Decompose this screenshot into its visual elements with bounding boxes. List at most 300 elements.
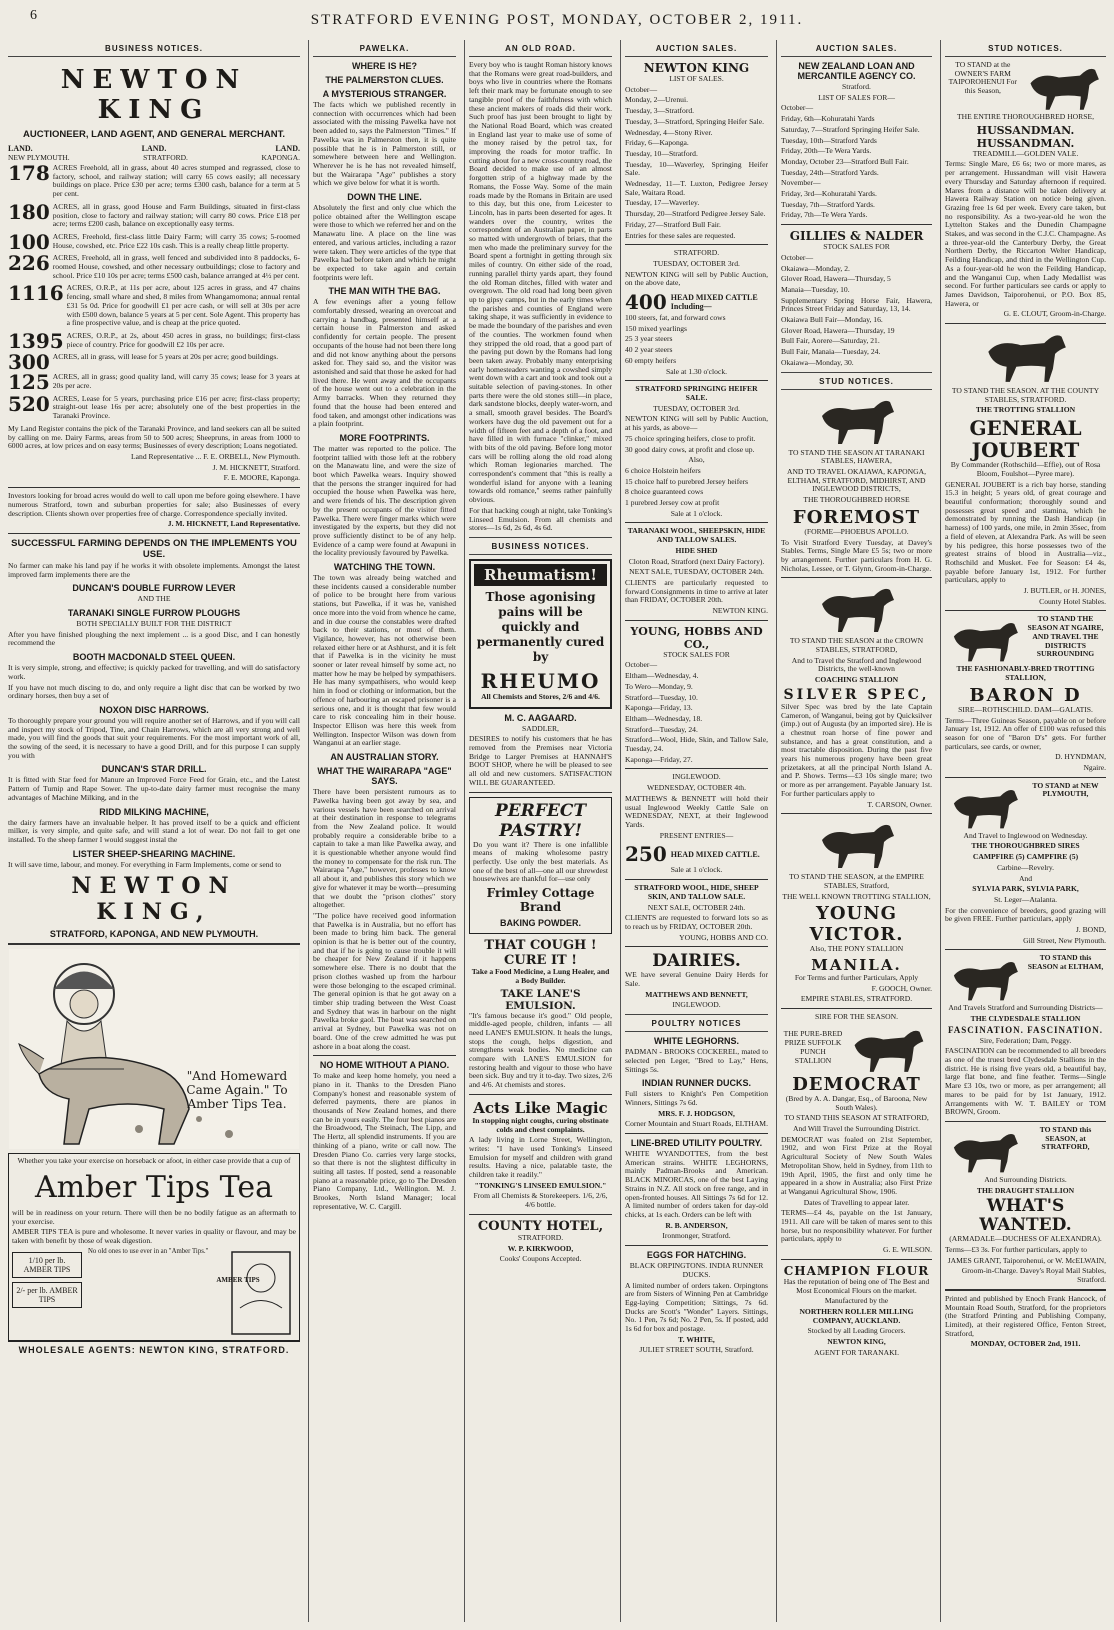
land-representative: Land Representative ... F. E. ORBELL, New Plymouth.	[131, 451, 300, 461]
listing-text: ACRES Freehold, all in grass, about 40 acres stumped and regrassed, close to factory, school, and railway station; will carry 65 cows easily; all necessary buildings on place. Price £30 per acre; terms £300 cash, balance for a term at 5 per cent.	[52, 163, 300, 199]
divider	[8, 943, 300, 945]
hotel-title: COUNTY HOTEL,	[477, 1218, 604, 1234]
stud-text: Terms—£3 3s. For further particulars, apply to	[945, 1245, 1088, 1255]
pedigree: TREADMILL—GOLDEN VALE.	[972, 148, 1079, 158]
article-heading: DOWN THE LINE.	[347, 192, 422, 203]
stud-signature: JAMES GRANT, Taiporohenui, or W. McELWAIN,	[947, 1255, 1106, 1265]
sale-item: Friday, 6th—Kohuratahi Yards	[781, 114, 875, 124]
column-header: AN OLD ROAD.	[469, 40, 612, 57]
stud-address: Gill Street, New Plymouth.	[1023, 935, 1106, 945]
divider	[469, 1214, 612, 1215]
divider	[945, 1289, 1106, 1291]
divider	[945, 1121, 1106, 1122]
sale-item: Wednesday, 11—T. Luxton, Pedigree Jersey Sale, Waitara Road.	[625, 179, 768, 197]
acreage: 1395	[8, 328, 64, 353]
divider	[781, 1008, 932, 1009]
heifer-item: 15 choice half to purebred Jersey heifers	[625, 476, 749, 486]
pedigree: St. Leger—Atalanta.	[993, 894, 1058, 904]
hide-shed: HIDE SHED	[675, 545, 718, 555]
horse-icon	[945, 954, 1025, 1004]
pedigree: By Commander (Rothschild—Effie), out of Rosa Bloom, Foulshot—Pyree mare).	[950, 460, 1101, 478]
divider	[781, 813, 932, 814]
newton-king-towns: STRATFORD, KAPONGA, AND NEW PLYMOUTH.	[49, 929, 259, 940]
duncan-heading: DUNCAN'S DOUBLE FURROW LEVER	[72, 583, 236, 594]
sale-item: Supplementary Spring Horse Fair, Hawera, Princes Street Friday and Saturday, 13, 14.	[781, 295, 932, 314]
divider	[8, 533, 300, 534]
article-paragraph: "The police have received good information that Pawelka is in Australia, but no effort has been made to bring him back. The general opinion is that he is better out of the country, and that if he is going to cause trouble it will be cheaper for New Zealand if it happens somewhere else. There is no doubt that the prison clothes washed up from the harbour were those belonging to the escaped criminal. The general opinion is that he got away on a timber ship trading between the West Coast and Sydney that was in harbour on the night Pawelka broke gaol. The boat was searched on arrival at Sydney, but Pawelka was not on board. One of the crew admitted he was put ashore in a boat along the coast.	[313, 910, 456, 1051]
nz-loan-town: Stratford.	[842, 82, 871, 91]
poultry-text: A limited number of orders taken. Orpingtons are from Sisters of Winning Pen at Cambridge Egg-laying Competition; Sittings, 7s 6d. Ducks are Scott's "Wonder" Layers. Sittings, No. 1 Pen, 7s 6d; No. 2 Pen, 5s. If posted, add 1s 6d for box and postage.	[625, 1280, 768, 1334]
sale-item: Kaponga—Friday, 27.	[625, 754, 693, 764]
stud-signature: F. GOOCH, Owner.	[871, 983, 932, 993]
present-entries: PRESENT ENTRIES—	[659, 830, 734, 840]
land-row	[8, 144, 300, 153]
divider	[945, 323, 1106, 324]
sale-item: Glover Road, Hawera—Thursday, 19	[781, 325, 895, 335]
cough-text: Take a Food Medicine, a Lung Healer, and a Body Builder.	[471, 967, 610, 985]
aagaard-text: DESIRES to notify his customers that he has removed from the Premises near Victoria Bridge to Larger Premises at HANNAH'S BOOT SHOP, where he will be pleased to see all old and new customers. SATISFACTION WILL BE GUARANTEED.	[469, 734, 612, 787]
divider	[625, 946, 768, 947]
drill-text: It is fitted with Star feed for Manure an Improved Force Feed for Grain, etc., and the Latest Pattern of Turnip and Rape Sower. The up-to-date dairy farmer must recognise the many advantages of Machine Milking, and in the	[8, 775, 300, 802]
poultry-title: EGGS FOR HATCHING.	[646, 1250, 747, 1261]
cattle-item: 150 mixed yearlings	[625, 323, 688, 333]
poultry-title: LINE-BRED UTILITY POULTRY.	[630, 1138, 763, 1149]
divider	[945, 777, 1106, 778]
sale-item: Okaiawa—Monday, 2.	[781, 263, 850, 273]
general-joubert-name: GENERAL JOUBERT	[969, 416, 1082, 463]
dairies-signature: MATTHEWS AND BENNETT,	[645, 989, 748, 999]
article-paragraph: Every boy who is taught Roman history knows that the Romans were great road-builders, and boys who live in countries where the Romans left their mark may be fortunate enough to see tangible proof of the faithfulness with which these ancient makers of roads did their work. Such proof has just been brought to light by the National Road Board, which was created in England last year to make use of some of the money raised by the petrol tax, for improving the roads for motor traffic. In cutting about for a new cross-country road, the Board decided to make use of an almost forgotten strip of a highway made by the Romans, the Fosse Way. Some of the main roads made by the Romans in Britain are used to this day, but this one, from Leicester to Lincoln, has in parts been deserted for ages. It wanders over the country, writes the correspondent of an Australian paper, in parts so matted with undergrowth of briars, that the men who made the preliminary survey for the Board spent a fortnight in getting through six miles of country. On either side of the road, running parallel thirty yards apart, they found the old Roman ditches, filled with water and overgrown. The old road had long been given up to gipsy camps, but in the early times when the parishes and counties of England were taking shape, it was sufficiently in evidence to be made the boundary of the parishes and even of the counties. The workmen found when they stripped the old road, that a good part of the paving put down by the Romans had long been taken away. Probably many enterprising early homesteaders wanting a cowshed simply went down with a cart and took and took out a suitable selection of paving-stones. In other parts there were the old stones still—in place, dark sandstone blocks, deeply water-worn, and a small, smooth gravel besides. The Board's workers have dug the old pavement out for a width of fifteen feet and a depth of a foot, and have filled in with furnace "clinker," mixed with bits of the old paving. Before long motor cars will be rolling along the old road along which Roman legionaries marched. The correspondent's comment that "this is really a wonderful island for anyone with a leaning towards old romance," seems rather painfully obvious.	[469, 60, 612, 505]
cattle-item: 100 steers, fat, and forward cows	[625, 313, 726, 323]
sale-item: Tuesday, 7th—Stratford Yards.	[781, 199, 875, 209]
eggs-sub: BLACK ORPINGTONS. INDIA RUNNER DUCKS.	[629, 1261, 764, 1279]
sale-item: Monday, October 23—Stratford Bull Fair.	[781, 156, 909, 166]
article-heading: THE MAN WITH THE BAG.	[328, 286, 441, 297]
cattle-count: 250	[625, 842, 667, 867]
ridd-text: the dairy farmers have an invaluable helper. It has proved itself to be a quick and efficient milker, is very simple, and quite safe, and will stand a lot of wear. Do not fail to get one installed. To the sheep farmer I would suggest instal the	[8, 817, 300, 844]
acreage: 125	[8, 370, 50, 395]
stud-signature: J. BOND,	[1075, 925, 1106, 935]
wool-title: TARANAKI WOOL, SHEEPSKIN, HIDE AND TALLOW SALES.	[627, 526, 766, 545]
article-heading: WHAT THE WAIRARAPA "AGE" SAYS.	[317, 766, 452, 787]
acreage: 178	[8, 161, 50, 185]
young-hobbs-title: YOUNG, HOBBS AND CO.,	[630, 624, 763, 651]
breed-text: THE DRAUGHT STALLION	[976, 1185, 1075, 1195]
breed-text: THE PURE-BRED PRIZE SUFFOLK PUNCH STALLION	[783, 1029, 843, 1065]
cattle-count-row	[625, 290, 768, 314]
flour-stock: Stocked by all Leading Grocers.	[807, 1326, 906, 1336]
tonkings-ad	[469, 1099, 612, 1210]
month-label: November—	[781, 178, 821, 188]
stud-signature: G. E. CLOUT, Groom-in-Charge.	[1003, 309, 1106, 319]
towns-row	[8, 153, 300, 162]
rheumatism-title: Rheumatism!	[474, 564, 607, 586]
sale-item: Monday, 2—Urenui.	[625, 95, 688, 105]
pedigree: Carbine—Revelry.	[996, 862, 1055, 872]
amber-tips-title: Amber Tips Tea	[34, 1170, 273, 1206]
poultry-address: Ironmonger, Stratford.	[662, 1231, 731, 1241]
divider	[625, 1133, 768, 1134]
column-header: BUSINESS NOTICES.	[469, 537, 612, 555]
dairies-title: DAIRIES.	[652, 951, 741, 972]
flour-agent: NEWTON KING,	[827, 1337, 886, 1347]
town-label: NEW PLYMOUTH.	[8, 153, 70, 162]
sale-text: MATTHEWS & BENNETT will hold their usual Inglewood Weekly Cattle Sale on WEDNESDAY, NEXT, at their Inglewood Yards.	[625, 793, 768, 829]
article-heading: THE PALMERSTON CLUES.	[325, 75, 444, 85]
acreage: 100	[8, 229, 50, 254]
booth-text: It is very simple, strong, and effective; is quickly packed for travelling, and will do satisfactory work.	[8, 663, 300, 681]
stand-text: TO STAND THE SEASON, at the EMPIRE STABLES, Stratford,	[789, 872, 924, 890]
sale-date: WEDNESDAY, OCTOBER 4th.	[646, 783, 746, 793]
newton-king-subtitle: AUCTIONEER, LAND AGENT, AND GENERAL MERCHANT.	[23, 129, 285, 140]
listing-text: ACRES, Lease for 5 years, purchasing price £16 per acre; first-class property; straight-out lease 16s per acre; absolutely one of the best properties in the Taranaki Province.	[52, 393, 300, 421]
land-label: LAND.	[8, 144, 33, 153]
horse-icon	[976, 328, 1076, 384]
article-paragraph: The facts which we published recently in connection with occurrences which had been associated with the missing Pawelka have not been added to, says the Palmerston "Times." If Pawelka was in Palmerston then, it is quite possible that he is in Palmerston still, or somewhere between here and Wellington. Wherever he is he has not revealed himself, but the Wairarapa "Age" publishes a story which we give below for what it is worth.	[313, 100, 456, 188]
sale-item: Tuesday, 10th—Stratford Yards	[781, 135, 877, 145]
breed-text: THE WELL KNOWN TROTTING STALLION,	[782, 891, 931, 901]
nz-loan-title: NEW ZEALAND LOAN AND MERCANTILE AGENCY CO.	[797, 61, 916, 81]
sale-item: Tuesday, 3—Stratford.	[625, 106, 695, 116]
sale-item: Wednesday, 4—Stony River.	[625, 127, 713, 137]
poultry-signature: T. WHITE,	[678, 1334, 715, 1344]
column-business-notices	[4, 40, 304, 1622]
article-heading: AN AUSTRALIAN STORY.	[330, 752, 439, 763]
stud-signature: J. BUTLER, or H. JONES,	[1023, 586, 1106, 596]
amber-note: No old ones to use ever in an "Amber Tips."	[88, 1247, 209, 1255]
horse-icon	[945, 615, 1025, 665]
pastry-title: PERFECT PASTRY!	[494, 800, 587, 841]
cattle-head: HEAD MIXED CATTLE Including—	[670, 293, 758, 312]
sale-item: Tuesday, 17—Waverley.	[625, 198, 700, 208]
dairies-text: WE have several Genuine Dairy Herds for Sale.	[625, 970, 768, 989]
stud-text: To Visit Stratford Every Tuesday, at Davey's Stables. Terms, Single Mare £5 5s; two or more by arrangement. Further particulars from H. G. Nicholas, Lessee, or T. Glynn, Groom-in-Charge.	[781, 537, 932, 573]
breed-text: THE FASHIONABLY-BRED TROTTING STALLION,	[956, 664, 1095, 683]
divider	[469, 792, 612, 793]
property-listing	[8, 328, 300, 353]
entries-note: Entries for these sales are requested.	[625, 230, 736, 240]
breed-text: THE THOROUGHBRED SIRES	[971, 841, 1080, 851]
listing-text: ACRES, all in grass, good House and Farm Buildings, situated in first-class position, close to factory and railway station; will carry 80 cows. Price £18 per acre; terms £200 cash, balance on exceptionally easy terms.	[52, 201, 300, 229]
sale-time: Sale at 1 o'clock.	[670, 865, 723, 875]
stud-text: GENERAL JOUBERT is a rich bay horse, standing 15.3 in height; 5 years old, of great courage and beautiful conformation; thoroughly sound and possesses great speed and stamina, which he demonstrated by running the Dash Handicap (in harness) of 100 yards, one mile, in 2min 35sec, from a field of eleven, at Alexandra Park. As will be seen by his pedigree, this horse possesses two of the greatest strains of blood in Australia—viz., Rothschild and Musket. Fee for Season: £4 4s, payable before January 1st, 1912. For further particulars, apply to	[945, 479, 1106, 585]
article-paragraph: A few evenings after a young fellow comfortably dressed, wearing an overcoat and carrying a handbag, presented himself at a certain house in Palmerston and asked confidently for certain people. The present occupants of the house had not been there long and did not know anything about the persons asked for. They said so, and the visitor was astonished and said that those he asked for had lived there. He went away and the occupants of the house went out to a celebration in the Army barracks. When they returned they found that the house had been entered and food taken, and amongst other indications was a plain footprint.	[313, 297, 456, 429]
divider	[625, 1245, 768, 1246]
gillies-nalder-sub: STOCK SALES FOR	[823, 242, 890, 252]
sale-item: Okaiawa—Monday, 30.	[781, 357, 854, 367]
democrat-bred: (Bred by A. A. Dangar, Esq., of Baroona, New South Wales).	[785, 1093, 928, 1112]
column-header: STUD NOTICES.	[945, 40, 1106, 57]
article-heading: WATCHING THE TOWN.	[333, 562, 436, 573]
divider	[313, 1055, 456, 1056]
price-box-1: 1/10 per lb. AMBER TIPS	[12, 1252, 82, 1278]
property-listing	[8, 391, 300, 423]
article-paragraph: To make and keep home homely, you need a piano in it. Thanks to the Dresden Piano Company's honest and reasonable system of deferred payments, there are pianos in thousands of New Zealand homes, and there can be in yours easily. The four best pianos are the Broadwood, The Steinach, The Lipp, and The Hertz, all splendid instruments. If you are thinking of a piano, write or call now. The Dresden Piano Co. carries very large stocks, so that there is not the slightest difficulty in suiting all tastes. If posted, send a reasonable piano at a reasonable price, go to The Dresden Piano Company, Ltd., Wellington. M. J. Brookes, North Island Manager; local representative, W. C. Cargill.	[313, 1071, 456, 1211]
horsewoman-illustration	[9, 949, 299, 1149]
divider	[945, 949, 1106, 950]
hussandman-name: HUSSANDMAN. HUSSANDMAN.	[976, 123, 1075, 150]
amber-text: Whether you take your exercise on horseback or afoot, in either case provide that a cup of	[17, 1156, 291, 1166]
article-paragraph: The town was already being watched and these incidents caused a considerable number of police to be brought here from various stations, but Pawelka, if it was he, vanished once more into the void from whence he came, and in due course the constables were drafted back to their stations, or most of them. Vigilance, however, has not otherwise been relaxed either here or at Ashhurst, and it is felt that if Pawelka is in the vicinity he must sooner or later reveal himself by some act, no matter how he may be helped by sympathisers. He has many sympathisers, who would keep him in food or clothing or information, but the offence of harbouring an escaped prisoner is a serious one, and it is thought that few would care to risk concealing him in their house. Inspector Ellison was here this week from Wellington. Inspector Wilson was down from Wanganui at an earlier stage.	[313, 573, 456, 748]
newton-king-title: NEWTON KING	[60, 65, 248, 125]
poultry-title: INDIAN RUNNER DUCKS.	[641, 1078, 751, 1089]
divider	[625, 380, 768, 381]
pedigree: SIRE—ROTHSCHILD. DAM—GALATIS.	[958, 704, 1093, 714]
newton-king-title-2: NEWTON KING,	[71, 873, 237, 926]
column-header: PAWELKA.	[313, 40, 456, 57]
imprint: Printed and published by Enoch Frank Hancock, of Mountain Road South, Stratford, for the proprietors (the Stratford Printing and Publishing Company, Limited), at their registered Office, Fenton Street, Stratford,	[945, 1293, 1106, 1338]
baking-powder: BAKING POWDER.	[500, 918, 581, 929]
divider	[469, 1094, 612, 1095]
column-old-road	[464, 40, 616, 1622]
wool-next-sale: NEXT SALE, OCTOBER 24th.	[647, 902, 746, 912]
investors-text: Investors looking for broad acres would do well to call upon me before going elsewhere. I have numerous Stratford, town and suburban properties for sale; also Businesses of every description. Clients shown over properties free of charge. Correspondence specially invited.	[8, 491, 300, 518]
plough-text: After you have finished ploughing the next implement ... is a good Disc, and I can honestly recommend the	[8, 629, 300, 648]
heifer-item: 6 choice Holstein heifers	[625, 465, 701, 475]
and-the-text: AND THE	[137, 594, 171, 604]
magic-sub-2: From all Chemists & Storekeepers. 1/6, 2/6, 4/6 bottle.	[473, 1191, 608, 1210]
sale-item: Saturday, 7—Stratford Springing Heifer Sale.	[781, 124, 920, 134]
rheumatism-text: Those agonising pains will be quickly and permanently cured by	[476, 589, 605, 664]
sale-time: Sale at 1.30 o'clock.	[665, 366, 728, 376]
stud-signature: County Hotel Stables.	[1039, 596, 1106, 606]
heifer-item: 1 purebred Jersey cow at profit	[625, 498, 720, 508]
column-auction-sales-2	[776, 40, 936, 1622]
young-victor-name: YOUNG VICTOR.	[809, 903, 904, 946]
stud-signature: G. E. WILSON.	[882, 1245, 932, 1255]
column-stud-notices	[940, 40, 1110, 1622]
silver-spec-name: SILVER SPEC,	[783, 686, 930, 703]
acreage: 1116	[8, 281, 64, 306]
page-number: 6	[30, 8, 39, 23]
whats-wanted-name: WHAT'S WANTED.	[979, 1196, 1072, 1236]
poultry-address: Corner Mountain and Stuart Roads, ELTHAM.	[625, 1119, 768, 1129]
poultry-text: WHITE WYANDOTTES, from the best American strains. WHITE LEGHORNS, mainly Padman-Brooks and American. BLACK MINORCAS, one of the best Laying Strains in N.Z. All stock on free range, and in open-fronted houses. All Sittings 7s 6d for 12. A limited number of orders taken for day-old chicks, at 1s each. Orders can be left with	[625, 1149, 768, 1219]
hussandman-header	[945, 61, 1106, 113]
divider	[8, 487, 300, 488]
stud-signature: D. HYNDMAN,	[1055, 752, 1106, 762]
stud-text: Terms: Single Mare, £6 6s; two or more mares, as per arrangement. Hussandman will visit Hawera every Thursday and Saturday afternoon if required. Mares from a distance will be taken delivery at Hawera Railway Station on notice being given. Grazing free 1s 6d per week. Every care taken, but no responsibility. As a two-year-old he won the Lyttelton Stakes and the Dunedin Champagne Stakes, and was second in the C.J.C. Champagne. As a three-year-old the Canterbury Derby, the Great Northern Derby, the Riccarton Welter Handicap, Feilding Handicap, and third in the Wellington Cup. As a four-year-old he won the Feilding Handicap, and the Wanganui Cup, when Lady Medallist was second. For further particulars see cards or apply to James Davidson, Taiporohenui, or P.O. Box 85, Hawera, or	[945, 159, 1106, 308]
lister-heading: LISTER SHEEP-SHEARING MACHINE.	[72, 848, 236, 859]
stud-text: Silver Spec was bred by the late Captain Cameron, of Wanganui, being got by Quicksilver (imp.) out of Augusta (by an imported sire). He is a chestnut roan horse of fine power and substance, and has a great constitution, and a most tractable disposition. During the past five years his numerous progeny have been great prizetakers, at all the principal North Island A. and P. Shows. Terms—£3 10s single mare; two or more as per arrangement. Payable January 1st. For further particulars apply to	[781, 701, 932, 798]
cattle-head: HEAD MIXED CATTLE.	[670, 849, 760, 859]
breed-text: THE CLYDESDALE STALLION	[970, 1014, 1081, 1024]
heifer-item: 30 good dairy cows, at profit and close up.	[625, 444, 755, 454]
harrow-text: If you have not much discing to do, and only require a light disc that can be worked by two ordinary horses, then buy a set of	[8, 682, 300, 701]
poultry-signature: MRS. F. J. HODGSON,	[658, 1108, 735, 1118]
sale-town: INGLEWOOD.	[672, 772, 721, 782]
divider	[781, 1259, 932, 1260]
property-listing	[8, 251, 300, 282]
dairies-town: INGLEWOOD.	[672, 1000, 721, 1010]
list-of-sales: LIST OF SALES FOR—	[818, 92, 895, 102]
pedigree: Sire, Federation; Dam, Peggy.	[979, 1035, 1072, 1045]
listing-text: ACRES, O.R.P., at 11s per acre, about 125 acres in grass, and 47 chains fencing, small whare and shed, 8 miles from Whangamomona; annual rental £31 5s 0d. Price for goodwill £1 per acre cash, or will sell at 30s per acre with £500 down, balance 5 years at 5 per cent. Sole Agent. This property has a fine prospective value, and is cheap at the price quoted.	[66, 283, 300, 328]
county-hotel-ad	[469, 1219, 612, 1264]
land-label: LAND.	[141, 144, 167, 153]
stand-text: TO STAND this SEASON at ELTHAM,	[1027, 953, 1104, 972]
baron-d-name: BARON D	[969, 684, 1082, 706]
tea-packet-icon	[226, 1248, 296, 1338]
sale-item: Eltham—Wednesday, 18.	[625, 713, 703, 723]
horse-icon	[812, 818, 902, 870]
column-header: BUSINESS NOTICES.	[8, 40, 300, 57]
aagaard-trade: SADDLER,	[522, 723, 559, 733]
wholesale-agents: WHOLESALE AGENTS: NEWTON KING, STRATFORD.	[8, 1340, 300, 1355]
pedigree: (FORME—PHOEBUS APOLLO.	[804, 526, 909, 536]
divider	[625, 879, 768, 880]
drill-heading: DUNCAN'S STAR DRILL.	[101, 764, 207, 775]
flour-made: Manufactured by the	[824, 1296, 889, 1306]
hotel-town: STRATFORD.	[517, 1232, 564, 1242]
stand-text: TO STAND at the OWNER'S FARM TAIPOROHENUI For this Season,	[948, 60, 1017, 96]
heifer-sale-title: STRATFORD SPRINGING HEIFER SALE.	[635, 384, 758, 402]
month-label: October—	[781, 103, 814, 113]
sale-item: Okaiawa Bull Fair—Monday, 16.	[781, 315, 883, 325]
amber-quote: "And Homeward Came Again." To Amber Tips Tea.	[186, 1069, 288, 1112]
sale-item: To Wero—Monday, 9.	[625, 681, 693, 691]
property-listings	[8, 161, 300, 423]
noxon-heading: NOXON DISC HARROWS.	[99, 704, 209, 715]
heifer-item: Also,	[688, 455, 705, 465]
acreage: 300	[8, 350, 50, 375]
cough-title: THAT COUGH ! CURE IT !	[484, 938, 597, 969]
amber-tips-box	[8, 1153, 300, 1342]
democrat-header	[781, 1024, 932, 1074]
signature: J. M. HICKNETT, Land Representative.	[167, 519, 300, 529]
article-heading: NO HOME WITHOUT A PIANO.	[319, 1060, 450, 1071]
stud-text: DEMOCRAT was foaled on 21st September, 1902, and won First Prize at the Royal Agricultural Society of New South Wales Metropolitan Show, held in Sydney, from 11th to 19th April, 1905, the first and only time he appeared in a show in Australia; also First Prize at Wanganui Agricultural Show, 1906.	[781, 1134, 932, 1196]
listing-text: ACRES, Freehold, first-class little Dairy Farm; will carry 35 cows; 5-roomed House, cowshed, etc. Price £22 10s cash. This is a really cheap little property.	[52, 231, 300, 250]
aagaard-name: M. C. AAGAARD.	[504, 712, 577, 723]
wool-signature: NEWTON KING.	[712, 606, 768, 616]
divider	[625, 522, 768, 523]
fascination-name: FASCINATION. FASCINATION.	[947, 1024, 1104, 1035]
sire-text: SIRE FOR THE SEASON.	[815, 1012, 898, 1022]
sale-text: NEWTON KING will sell by Public Auction, on the above date,	[625, 269, 768, 288]
property-listing	[8, 350, 300, 375]
both-text: BOTH SPECIALLY BUILT FOR THE DISTRICT	[76, 619, 232, 629]
cattle-count-row	[625, 842, 768, 866]
property-listing	[8, 229, 300, 254]
horse-icon	[812, 582, 902, 634]
stand-text: TO STAND THE SEASON AT TARANAKI STABLES, HAWERA,	[788, 447, 925, 466]
flour-agent-2: AGENT FOR TARANAKI.	[814, 1347, 899, 1357]
listing-text: ACRES, O.R.P., at 2s, about 450 acres in grass, no buildings; first-class piece of country. Price for goodwill £2 10s per acre.	[66, 330, 300, 349]
rheumo-sub: All Chemists and Stores, 2/6 and 4/6.	[481, 691, 600, 701]
wool-location: Cloton Road, Stratford (next Dairy Factory).	[628, 556, 765, 566]
poultry-address: JULIET STREET SOUTH, Stratford.	[639, 1345, 754, 1355]
price-box-2: 2/- per lb. AMBER TIPS	[12, 1282, 82, 1308]
acreage: 226	[8, 251, 50, 276]
sale-time: Sale at 1 o'clock.	[670, 508, 723, 518]
pastry-ad	[469, 797, 612, 935]
manila-name: MANILA.	[811, 956, 902, 975]
poultry-signature: R. B. ANDERSON,	[665, 1220, 728, 1230]
sale-item: Eltham—Wednesday, 4.	[625, 671, 699, 681]
poultry-title: WHITE LEGHORNS.	[654, 1036, 739, 1047]
article-heading: A MYSTERIOUS STRANGER.	[322, 89, 447, 99]
stand-text: TO STAND THE SEASON AT NGAIRE, AND TRAVEL THE DISTRICTS SURROUNDING	[1027, 614, 1104, 659]
amber-tips-ad	[8, 949, 300, 1304]
lanes-emulsion-ad	[469, 938, 612, 1090]
magic-title: Acts Like Magic	[473, 1098, 608, 1117]
listing-text: ACRES, Freehold, all in grass, well fenced and subdivided into 8 paddocks, 6-roomed House, cowshed, and other necessary outbuildings; close to factory and school. Price £10 10s per acre; terms £500 cash, balance arranged at 4½ per cent.	[52, 253, 300, 280]
land-representative: J. M. HICKNETT, Stratford.	[212, 462, 300, 472]
poultry-text: Full sisters to Knight's Pen Competition Winners, Sittings 7s 6d.	[625, 1089, 768, 1107]
magic-sub: In stopping night coughs, curing obstinate colds and chest complaints.	[472, 1115, 609, 1134]
column-auction-sales-1	[620, 40, 772, 1622]
stud-town: Ngaire.	[1083, 763, 1106, 773]
dates-text: Dates of Travelling to appear later.	[803, 1197, 910, 1207]
sale-item: Thursday, 20—Stratford Pedigree Jersey Sale.	[625, 209, 766, 219]
sale-date: TUESDAY, OCTOBER 3rd.	[653, 258, 740, 268]
stud-text: FASCINATION can be recommended to all breeders as one of the truest bred Clydesdale Stallions in the district. He is rising five years old, a beautiful bay, large flat bone, and fine feather. Terms—Single Mare £3 10s, two or more, as per arrangement; all mares to be paid for by 1st January, 1912. Arrangements with W. T. BAILEY or TOM BROWN, Groom.	[945, 1046, 1106, 1117]
travel-text: And Travels Stratford and Surrounding Districts—	[948, 1003, 1103, 1013]
hotel-owner: W. P. KIRKWOOD,	[507, 1243, 574, 1253]
travel-text: AND TO TRAVEL OKAIAWA, KAPONGA, ELTHAM, STRATFORD, MIDHIRST, AND INGLEWOOD DISTRICTS,	[786, 466, 927, 494]
column-header: AUCTION SALES.	[625, 40, 768, 57]
also-text: Also, THE PONY STALLION	[809, 944, 904, 954]
and-text: And	[1018, 873, 1033, 883]
young-hobbs-sub: STOCK SALES FOR	[663, 649, 730, 659]
sale-item: Tuesday, 10—Stratford.	[625, 148, 698, 158]
sale-item: Stratford—Tuesday, 24.	[625, 724, 698, 734]
wool-title: STRATFORD WOOL, HIDE, SHEEP SKIN, AND TALLOW SALE.	[634, 883, 759, 901]
travel-text: And Travel to Inglewood on Wednesday.	[963, 830, 1088, 840]
packet-label: AMBER TIPS	[216, 1275, 260, 1284]
property-listing	[8, 370, 300, 395]
stud-text: Terms—Three Guineas Season, payable on or before January 1st, 1912. An offer of £100 was refused this season for one of "Baron D's" gets. For further particulars, see cards, or owner,	[945, 715, 1106, 751]
horse-icon	[845, 1024, 931, 1074]
amber-prices	[12, 1248, 296, 1338]
divider	[945, 610, 1106, 611]
column-header: AUCTION SALES.	[781, 40, 932, 57]
implements-heading: SUCCESSFUL FARMING DEPENDS ON THE IMPLEMENTS YOU USE.	[11, 537, 297, 560]
town-label: KAPONGA.	[261, 153, 300, 162]
sale-item: Bull Fair, Aorere—Saturday, 21.	[781, 336, 880, 346]
noxon-text: To thoroughly prepare your ground you will require another set of Harrows, and if you will call and inspect my stock of Tripod, Tine, and Chain Harrows, which are all very strong and well made, you will find the goods that suit your requirements. For the most important work of all, the sowing of the seed, it is necessary to have a good Drill, and for this purpose I can supply you with	[8, 715, 300, 760]
land-register-text: My Land Register contains the pick of the Taranaki Province, and land seekers can all be suited by calling on me. Dairy Farms, areas from 50 to 500 acres; Sheepruns, in areas from 1000 to 6000 acres, at low prices and on easy terms; Businesses of every description; Loans negotiated.	[8, 423, 300, 451]
column-header: STUD NOTICES.	[781, 372, 932, 390]
flour-text: Has the reputation of being one of The Best and Most Economical Flours on the market.	[783, 1276, 930, 1295]
masthead-title: STRATFORD EVENING POST, MONDAY, OCTOBER 2, 1911.	[310, 11, 804, 28]
terms-text: For Terms and further Particulars, Apply	[794, 973, 919, 983]
horse-icon	[1021, 61, 1106, 113]
sale-item: Manaia—Tuesday, 10.	[781, 284, 850, 294]
divider	[625, 768, 768, 769]
list-of-sales: LIST OF SALES.	[669, 74, 724, 83]
sale-item: Friday, 6—Kaponga.	[625, 138, 689, 148]
pedigree: (ARMADALE—DUCHESS OF ALEXANDRA).	[949, 1234, 1102, 1244]
gillies-nalder-title: GILLIES & NALDER	[789, 229, 924, 244]
cattle-count: 400	[625, 290, 667, 315]
sale-item: Tuesday, 10—Waverley, Springing Heifer Sale.	[625, 159, 768, 178]
cough-text: "It's famous because it's good." Old people, middle-aged people, children, infants — all need LANE'S EMULSION. It heals the lungs, stops the cough, helps digestion, and strengthens weak bodies. No medicine can compare with LANE'S EMULSION for restoring health and vigour to those who have been sick. Buy and try it to-day. Two sizes, 2/6 and 4/6. At chemists and stores.	[469, 1010, 612, 1090]
sale-item: Kaponga—Friday, 13.	[625, 703, 693, 713]
article-paragraph: There have been persistent rumours as to Pawelka having been got away by sea, and various vessels have been searched on arrival at their destination in response to telegrams from the New Zealand police. It would probably require a considerable bribe to a captain to take a man like Pawelka away, and it is questionable whether anyone would find the money to compensate for the risk run. The Wairarapa "Age," however, professes to know all about it, and publishes this story which we give for whatever it may be worth—presuming that we doubt the "prison clothes" story altogether.	[313, 787, 456, 910]
stand-text: TO STAND at NEW PLYMOUTH,	[1032, 780, 1099, 799]
campfire-header	[945, 782, 1106, 832]
amber-text: AMBER TIPS TEA is pure and wholesome. It never varies in quality or flavour, and may be taken with benefit by those of weak digestion.	[12, 1227, 296, 1246]
frimley-brand: Frimley Cottage Brand	[486, 886, 595, 915]
cattle-item: 60 empty heifers	[625, 355, 677, 365]
listing-text: ACRES, all in grass, will lease for 5 years at 20s per acre; good buildings.	[52, 352, 279, 362]
travel-text: And Will Travel the Surrounding District.	[793, 1124, 920, 1133]
lanes-brand: TAKE LANE'S EMULSION.	[500, 987, 581, 1012]
divider	[625, 620, 768, 621]
sale-item: Glover Road, Hawera—Thursday, 5	[781, 274, 891, 284]
